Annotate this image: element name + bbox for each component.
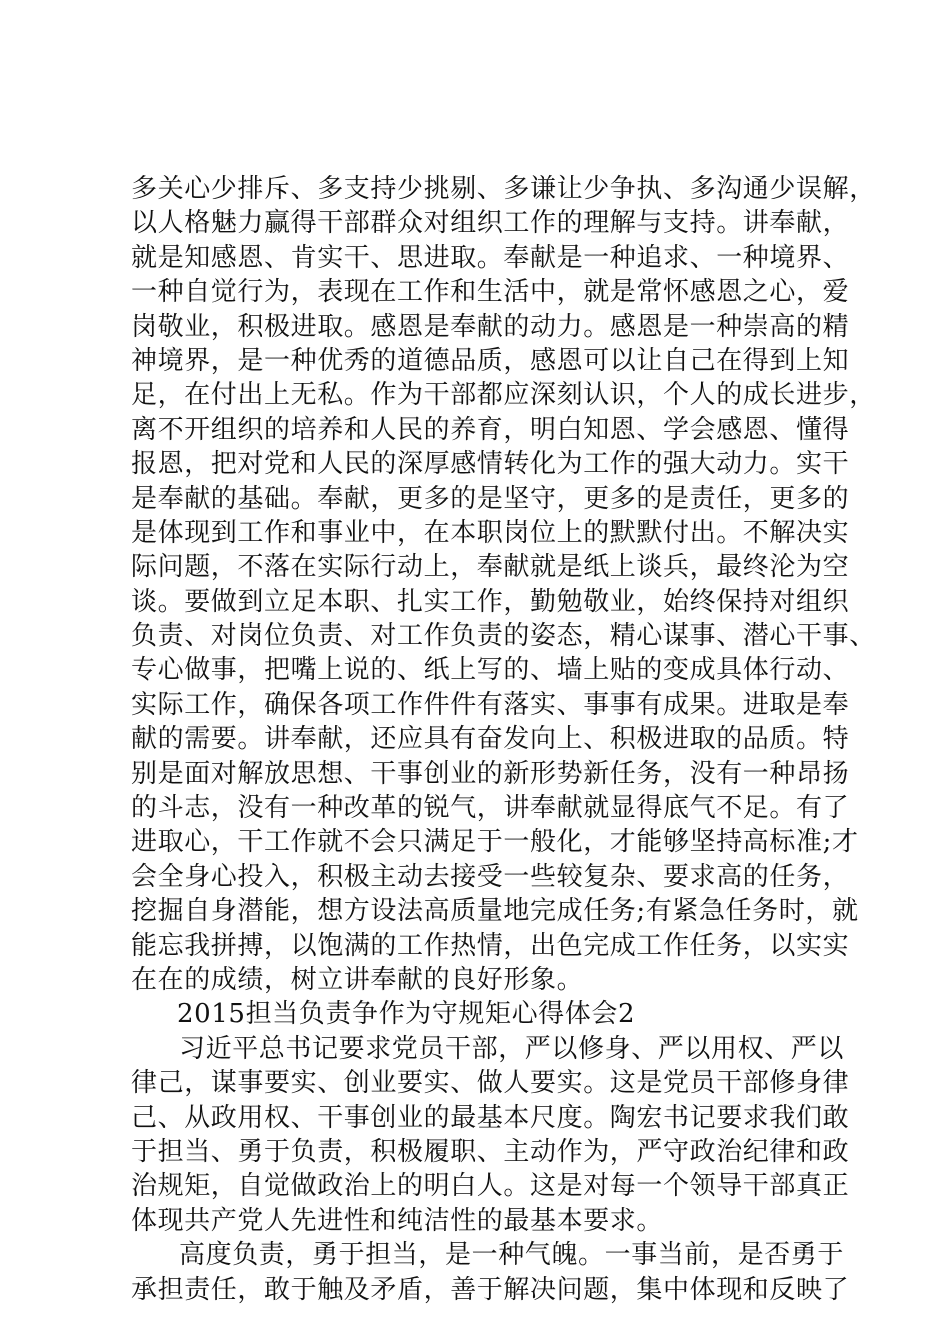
document-body (131, 172, 876, 1307)
paragraph-line: 际问题，不落在实际行动上，奉献就是纸上谈兵，最终沦为空 (131, 552, 850, 583)
paragraph-line: 能忘我拼搏，以饱满的工作热情，出色完成工作任务，以实实 (131, 930, 850, 961)
paragraph-line: 会全身心投入，积极主动去接受一些较复杂、要求高的任务， (131, 861, 850, 892)
paragraph-line: 谈。要做到立足本职、扎实工作，勤勉敬业，始终保持对组织 (131, 586, 850, 617)
paragraph-line: 习近平总书记要求党员干部，严以修身、严以用权、严以 (179, 1033, 845, 1064)
paragraph-line: 专心做事，把嘴上说的、纸上写的、墙上贴的变成具体行动、 (131, 655, 850, 686)
section-heading: 2015担当负责争作为守规矩心得体会2 (177, 999, 636, 1030)
paragraph-line: 是体现到工作和事业中，在本职岗位上的默默付出。不解决实 (131, 517, 850, 548)
paragraph-line: 就是知感恩、肯实干、思进取。奉献是一种追求、一种境界、 (131, 242, 850, 273)
paragraph-line: 己、从政用权、干事创业的最基本尺度。陶宏书记要求我们敢 (131, 1102, 850, 1133)
paragraph-line: 别是面对解放思想、干事创业的新形势新任务，没有一种昂扬 (131, 758, 850, 789)
paragraph-line: 体现共产党人先进性和纯洁性的最基本要求。 (131, 1205, 664, 1236)
paragraph-line: 承担责任，敢于触及矛盾，善于解决问题，集中体现和反映了 (131, 1274, 850, 1305)
paragraph-line: 负责、对岗位负责、对工作负责的姿态，精心谋事、潜心干事、 (131, 621, 876, 652)
paragraph-line: 实际工作，确保各项工作件件有落实、事事有成果。进取是奉 (131, 689, 850, 720)
paragraph-line: 岗敬业，积极进取。感恩是奉献的动力。感恩是一种崇高的精 (131, 311, 850, 342)
paragraph-line: 离不开组织的培养和人民的养育，明白知恩、学会感恩、懂得 (131, 414, 850, 445)
paragraph-1 (131, 172, 876, 997)
paragraph-line: 律己，谋事要实、创业要实、做人要实。这是党员干部修身律 (131, 1068, 850, 1099)
paragraph-line: 于担当、勇于负责，积极履职、主动作为，严守政治纪律和政 (131, 1136, 850, 1167)
paragraph-line: 高度负责，勇于担当，是一种气魄。一事当前，是否勇于 (179, 1240, 845, 1271)
paragraph-line: 以人格魅力赢得干部群众对组织工作的理解与支持。讲奉献， (131, 208, 850, 239)
paragraph-line: 报恩，把对党和人民的深厚感情转化为工作的强大动力。实干 (131, 449, 850, 480)
paragraph-line: 在在的成绩，树立讲奉献的良好形象。 (131, 964, 584, 995)
paragraph-line: 挖掘自身潜能，想方设法高质量地完成任务;有紧急任务时，就 (131, 896, 859, 927)
paragraph-line: 足，在付出上无私。作为干部都应深刻认识，个人的成长进步， (131, 380, 876, 411)
paragraph-line: 治规矩，自觉做政治上的明白人。这是对每一个领导干部真正 (131, 1171, 850, 1202)
paragraph-line: 一种自觉行为，表现在工作和生活中，就是常怀感恩之心，爱 (131, 277, 850, 308)
paragraph-line: 献的需要。讲奉献，还应具有奋发向上、积极进取的品质。特 (131, 724, 850, 755)
paragraph-2 (131, 1032, 850, 1238)
paragraph-line: 是奉献的基础。奉献，更多的是坚守，更多的是责任，更多的 (131, 483, 850, 514)
paragraph-line: 进取心，干工作就不会只满足于一般化，才能够坚持高标准;才 (131, 827, 859, 858)
paragraph-line: 神境界，是一种优秀的道德品质，感恩可以让自己在得到上知 (131, 345, 850, 376)
paragraph-3 (131, 1238, 850, 1307)
paragraph-line: 的斗志，没有一种改革的锐气，讲奉献就显得底气不足。有了 (131, 793, 850, 824)
paragraph-line: 多关心少排斥、多支持少挑剔、多谦让少争执、多沟通少误解， (131, 174, 876, 204)
